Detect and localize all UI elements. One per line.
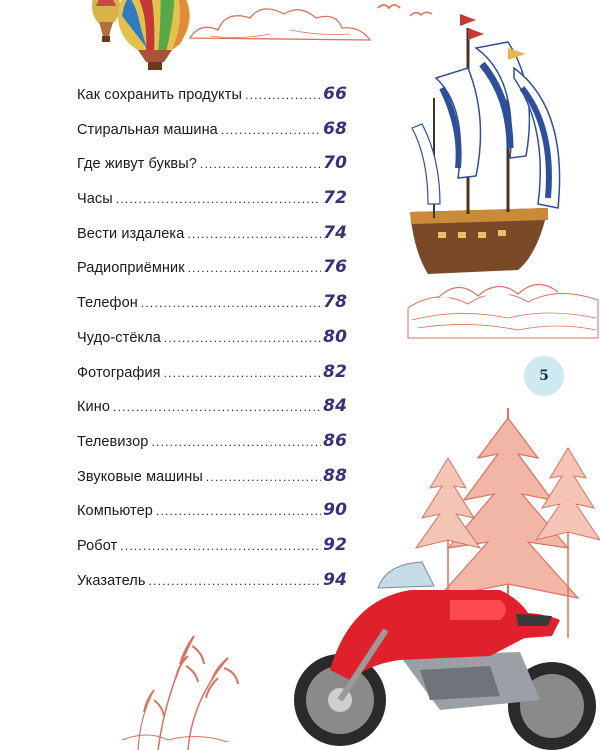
toc-leader-dots <box>151 435 321 449</box>
toc-entry[interactable] <box>77 362 347 397</box>
toc-entry[interactable] <box>77 431 347 466</box>
toc-leader-dots <box>164 366 322 380</box>
toc-entry[interactable] <box>77 257 347 292</box>
cloud-illustration <box>180 0 380 50</box>
toc-entry[interactable] <box>77 500 347 535</box>
toc-leader-dots <box>116 192 321 206</box>
toc-entry-page: 76 <box>323 257 347 278</box>
toc-leader-dots <box>156 504 321 518</box>
toc-leader-dots <box>113 400 321 414</box>
toc-entry-page: 90 <box>323 500 347 521</box>
toc-entry-title: Звуковые машины <box>77 468 203 485</box>
toc-entry[interactable] <box>77 466 347 501</box>
page-number: 5 <box>539 368 549 384</box>
toc-entry-title: Телевизор <box>77 433 149 450</box>
toc-leader-dots <box>120 539 321 553</box>
toc-entry-page: 86 <box>323 430 347 451</box>
toc-leader-dots <box>200 157 321 171</box>
toc-entry-page: 94 <box>323 569 347 590</box>
toc-entry-page: 84 <box>323 396 347 417</box>
wheat-illustration <box>118 620 248 750</box>
toc-entry[interactable] <box>77 570 347 605</box>
toc-leader-dots <box>164 331 321 345</box>
toc-entry-title: Компьютер <box>77 503 153 520</box>
toc-entry[interactable] <box>77 188 347 223</box>
toc-entry-title: Стиральная машина <box>77 121 218 138</box>
sailing-ship-illustration <box>398 8 600 348</box>
toc-leader-dots <box>206 470 321 484</box>
toc-entry-title: Робот <box>77 537 118 554</box>
toc-leader-dots <box>188 261 321 275</box>
toc-entry[interactable] <box>77 396 347 431</box>
toc-entry-title: Чудо-стёкла <box>77 329 161 346</box>
toc-entry-title: Радиоприёмник <box>77 260 185 277</box>
toc-entry[interactable] <box>77 223 347 258</box>
toc-entry-page: 66 <box>323 84 347 104</box>
toc-entry-title: Кино <box>77 399 111 416</box>
toc-entry-page: 70 <box>323 153 347 174</box>
table-of-contents <box>77 84 347 604</box>
toc-entry-page: 88 <box>323 465 347 486</box>
toc-leader-dots <box>149 574 322 588</box>
toc-entry[interactable] <box>77 535 347 570</box>
toc-entry[interactable] <box>77 292 347 327</box>
toc-entry[interactable] <box>77 153 347 188</box>
toc-entry-title: Указатель <box>77 572 146 589</box>
toc-entry-title: Фотография <box>77 364 161 381</box>
toc-entry-title: Часы <box>77 191 113 208</box>
toc-leader-dots <box>221 123 321 137</box>
toc-entry-page: 72 <box>323 188 347 209</box>
toc-entry-page: 78 <box>323 292 347 313</box>
toc-entry-title: Как сохранить продукты <box>77 87 243 103</box>
toc-entry-page: 74 <box>323 222 347 243</box>
toc-entry-page: 80 <box>323 326 347 347</box>
toc-entry[interactable] <box>77 327 347 362</box>
toc-entry-page: 92 <box>323 534 347 555</box>
toc-leader-dots <box>245 88 321 102</box>
toc-entry-page: 82 <box>323 361 347 382</box>
toc-entry[interactable] <box>77 119 347 154</box>
toc-entry[interactable] <box>77 84 347 119</box>
toc-leader-dots <box>187 227 321 241</box>
toc-leader-dots <box>141 296 321 310</box>
toc-entry-title: Вести издалека <box>77 225 185 242</box>
page-number-badge <box>524 356 564 396</box>
toc-entry-title: Телефон <box>77 295 138 312</box>
toc-entry-title: Где живут буквы? <box>77 156 197 173</box>
toc-entry-page: 68 <box>323 118 347 139</box>
